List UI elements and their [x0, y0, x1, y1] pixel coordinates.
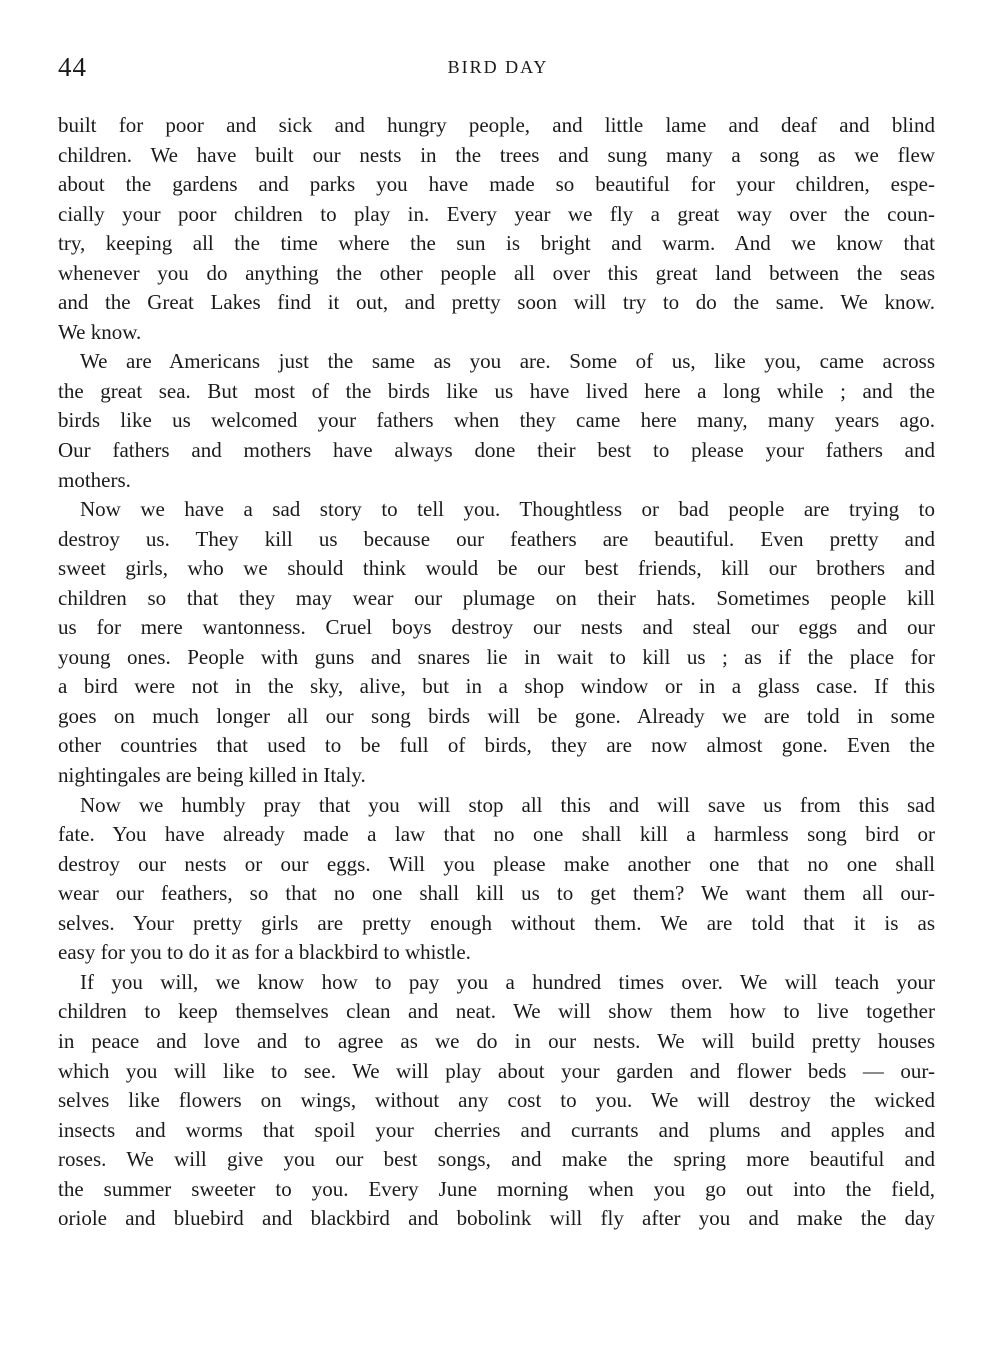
text-line: selves like flowers on wings, without any cost to you. We will destroy the wicked	[58, 1088, 935, 1113]
text-line: about the gardens and parks you have made so beautiful for your children, espe-	[58, 172, 935, 197]
running-title: BIRD DAY	[447, 57, 549, 77]
text-line: roses. We will give you our best songs, and make the spring more beautiful and	[58, 1147, 935, 1172]
text-line: whenever you do anything the other people all over this great land between the seas	[58, 260, 935, 285]
text-line: try, keeping all the time where the sun is bright and warm. And we know that	[58, 231, 935, 256]
text-line: goes on much longer all our song birds will be gone. Already we are told in some	[58, 703, 935, 728]
text-line: nightingales are being killed in Italy.	[58, 763, 366, 788]
text-line: insects and worms that spoil your cherries and currants and plums and apples and	[58, 1117, 935, 1142]
text-line: other countries that used to be full of birds, they are now almost gone. Even the	[58, 733, 935, 758]
text-line: sweet girls, who we should think would be our best friends, kill our brothers and	[58, 556, 935, 581]
text-line: in peace and love and to agree as we do in our nests. We will build pretty houses	[58, 1028, 935, 1053]
text-line: us for mere wantonness. Cruel boys destroy our nests and steal our eggs and our	[58, 615, 935, 640]
text-line: the great sea. But most of the birds like us have lived here a long while ; and the	[58, 378, 935, 403]
text-line: Now we humbly pray that you will stop all this and will save us from this sad	[80, 792, 935, 817]
text-line: Our fathers and mothers have always done their best to please your fathers and	[58, 438, 935, 463]
text-line: mothers.	[58, 467, 131, 492]
text-line: Now we have a sad story to tell you. Thoughtless or bad people are trying to	[80, 497, 935, 522]
text-line: We are Americans just the same as you are. Some of us, like you, came across	[80, 349, 935, 374]
text-line: destroy our nests or our eggs. Will you please make another one that no one shall	[58, 851, 935, 876]
page-number: 44	[58, 52, 87, 82]
text-line: which you will like to see. We will play about your garden and flower beds — our-	[58, 1058, 935, 1083]
text-line: children to keep themselves clean and neat. We will show them how to live together	[58, 999, 935, 1024]
text-line: young ones. People with guns and snares lie in wait to kill us ; as if the place for	[58, 644, 935, 669]
text-line: cially your poor children to play in. Every year we fly a great way over the coun-	[58, 201, 935, 226]
text-line: birds like us welcomed your fathers when they came here many, many years ago.	[58, 408, 935, 433]
text-line: easy for you to do it as for a blackbird to whistle.	[58, 940, 471, 965]
text-line: children. We have built our nests in the trees and sung many a song as we flew	[58, 142, 935, 167]
text-line: and the Great Lakes find it out, and pretty soon will try to do the same. We know.	[58, 290, 935, 315]
text-line: destroy us. They kill us because our feathers are beautiful. Even pretty and	[58, 526, 935, 551]
running-header	[58, 52, 938, 86]
text-line: a bird were not in the sky, alive, but in a shop window or in a glass case. If this	[58, 674, 935, 699]
text-line: children so that they may wear our plumage on their hats. Sometimes people kill	[58, 585, 935, 610]
text-line: built for poor and sick and hungry people, and little lame and deaf and blind	[58, 113, 935, 137]
text-line: wear our feathers, so that no one shall kill us to get them? We want them all our-	[58, 881, 935, 906]
text-line: fate. You have already made a law that no one shall kill a harmless song bird or	[58, 822, 935, 847]
body-text	[58, 111, 935, 1234]
text-line: the summer sweeter to you. Every June morning when you go out into the field,	[58, 1176, 935, 1201]
text-line: We know.	[58, 319, 142, 344]
text-line: oriole and bluebird and blackbird and bobolink will fly after you and make the day	[58, 1206, 935, 1231]
text-line: If you will, we know how to pay you a hundred times over. We will teach your	[80, 969, 935, 994]
text-line: selves. Your pretty girls are pretty enough without them. We are told that it is as	[58, 910, 935, 935]
